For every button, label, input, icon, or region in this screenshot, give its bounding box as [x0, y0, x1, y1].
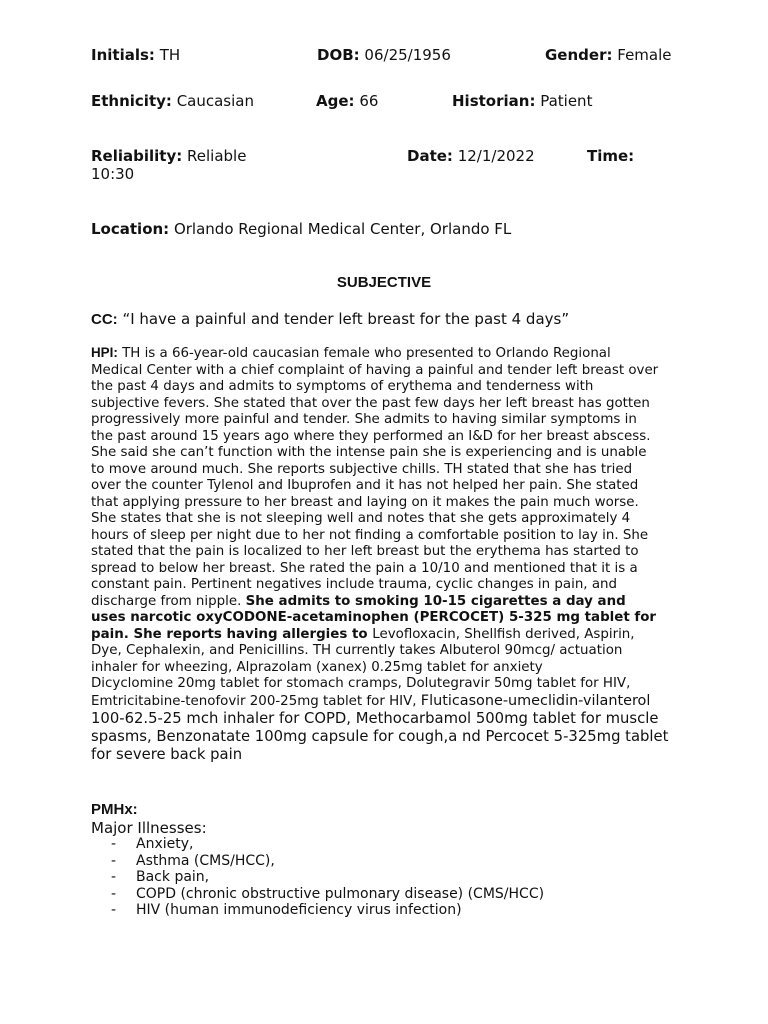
- hpi-line: stated that the pain is localized to her left breast but the erythema has started to: [91, 544, 639, 559]
- hpi-line: She states that she is not sleeping well and notes that she gets approximately 4: [91, 511, 631, 526]
- list-dash: -: [111, 902, 117, 919]
- illness-text: COPD (chronic obstructive pulmonary disease) (CMS/HCC): [136, 885, 545, 902]
- list-item: [111, 902, 544, 919]
- hpi-line: Medical Center with a chief complaint of having a painful and tender left breast over: [91, 362, 659, 378]
- gender-label: Gender:: [545, 46, 613, 64]
- hpi-line: [91, 610, 681, 627]
- hpi-text: discharge from nipple.: [91, 593, 246, 609]
- time-label: Time:: [587, 147, 635, 165]
- ethnicity-field: [91, 92, 254, 110]
- date-field: [407, 147, 535, 165]
- dob-field: [317, 46, 451, 64]
- hpi-line: [91, 345, 681, 363]
- illness-text: Asthma (CMS/HCC),: [136, 852, 275, 869]
- date-label: Date:: [407, 147, 453, 165]
- reliability-value: Reliable: [187, 147, 247, 165]
- reliability-field: [91, 147, 246, 165]
- historian-label: Historian:: [452, 92, 536, 110]
- hpi-line: She said she can’t function with the intense pain she is experiencing and is unable: [91, 445, 647, 460]
- hpi-line: over the counter Tylenol and Ibuprofen and it has not helped her pain. She stated: [91, 478, 639, 493]
- hpi-line: constant pain. Pertinent negatives include trauma, cyclic changes in pain, and: [91, 577, 618, 592]
- hpi-line: [91, 594, 681, 611]
- illness-text: HIV (human immunodeficiency virus infection): [136, 902, 462, 919]
- pmhx-heading: PMHx:: [91, 801, 138, 818]
- hpi-line: Dye, Cephalexin, and Penicillins. TH currently takes Albuterol 90mcg/ actuation: [91, 643, 623, 658]
- historian-field: [452, 92, 592, 110]
- list-dash: -: [111, 885, 117, 902]
- illness-list: [111, 836, 544, 919]
- time-field: [587, 147, 634, 165]
- hpi-text: Levofloxacin, Shellfish derived, Aspirin,: [372, 626, 635, 642]
- list-dash: -: [111, 836, 117, 852]
- chief-complaint: [91, 310, 569, 328]
- hpi-label: HPI:: [91, 345, 118, 360]
- gender-field: [545, 46, 672, 64]
- hpi-line: the past 4 days and admits to symptoms of erythema and tenderness with: [91, 379, 594, 394]
- gender-value: Female: [617, 46, 672, 64]
- hpi-text: Emtricitabine-tenofovir 200-25mg tablet for HIV,: [91, 693, 421, 709]
- hpi-line: subjective fevers. She stated that over the past few days her left breast has gotten: [91, 395, 650, 411]
- hpi-line: inhaler for wheezing, Alprazolam (xanex) 0.25mg tablet for anxiety: [91, 659, 543, 675]
- hpi-bold-text: uses narcotic oxyCODONE-acetaminophen (PERCOCET) 5-325 mg tablet for: [91, 610, 657, 625]
- dob-value: 06/25/1956: [364, 46, 451, 64]
- dob-label: DOB:: [317, 46, 360, 64]
- hpi-line: [91, 693, 681, 711]
- section-title-subjective: SUBJECTIVE: [336, 274, 432, 291]
- hpi-line: the past around 15 years ago where they performed an I&D for her breast abscess.: [91, 428, 651, 444]
- hpi-line: to move around much. She reports subjective chills. TH stated that she has tried: [91, 461, 633, 477]
- hpi-line: [91, 627, 681, 644]
- illness-text: Anxiety,: [136, 836, 194, 852]
- list-dash: -: [111, 869, 117, 886]
- age-field: [316, 92, 378, 110]
- list-item: [111, 836, 544, 853]
- hpi-line: progressively more painful and tender. She admits to having similar symptoms in: [91, 412, 637, 427]
- illness-text: Back pain,: [136, 869, 210, 886]
- hpi-line: that applying pressure to her breast and laying on it makes the pain much worse.: [91, 494, 639, 510]
- location-field: [91, 220, 511, 238]
- age-label: Age:: [316, 92, 355, 110]
- hpi-text: TH is a 66-year-old caucasian female who presented to Orlando Regional: [122, 346, 611, 361]
- hpi-line: spread to below her breast. She rated the pain a 10/10 and mentioned that it is a: [91, 560, 638, 576]
- age-value: 66: [359, 92, 379, 110]
- hpi-line: 100-62.5-25 mch inhaler for COPD, Methocarbamol 500mg tablet for muscle: [91, 710, 659, 727]
- major-illnesses-label: Major Illnesses:: [91, 819, 207, 837]
- initials-label: Initials:: [91, 46, 155, 64]
- list-item: [111, 869, 544, 886]
- list-dash: -: [111, 852, 117, 869]
- cc-label: CC:: [91, 311, 118, 328]
- ethnicity-value: Caucasian: [176, 92, 254, 110]
- initials-value: TH: [159, 46, 181, 64]
- hpi-line: for severe back pain: [91, 746, 243, 763]
- hpi-text: Fluticasone-umeclidin-vilanterol: [420, 692, 651, 709]
- time-value: 10:30: [91, 165, 135, 183]
- hpi-line: Dicyclomine 20mg tablet for stomach cramps, Dolutegravir 50mg tablet for HIV,: [91, 676, 631, 691]
- hpi-bold-text: She admits to smoking 10-15 cigarettes a day and: [245, 593, 626, 609]
- hpi-line: hours of sleep per night due to her not finding a comfortable position to lay in. She: [91, 527, 649, 543]
- location-value: Orlando Regional Medical Center, Orlando FL: [173, 220, 512, 238]
- hpi-line: spasms, Benzonatate 100mg capsule for cough,a nd Percocet 5-325mg tablet: [91, 728, 669, 745]
- list-item: [111, 886, 544, 903]
- cc-text: “I have a painful and tender left breast for the past 4 days”: [122, 310, 570, 328]
- hpi-bold-text: pain. She reports having allergies to: [91, 626, 373, 642]
- ethnicity-label: Ethnicity:: [91, 92, 172, 110]
- list-item: [111, 853, 544, 870]
- location-label: Location:: [91, 220, 170, 238]
- date-value: 12/1/2022: [457, 147, 535, 165]
- reliability-label: Reliability:: [91, 147, 183, 165]
- initials-field: [91, 46, 180, 64]
- historian-value: Patient: [540, 92, 593, 110]
- hpi-paragraph: [91, 345, 681, 764]
